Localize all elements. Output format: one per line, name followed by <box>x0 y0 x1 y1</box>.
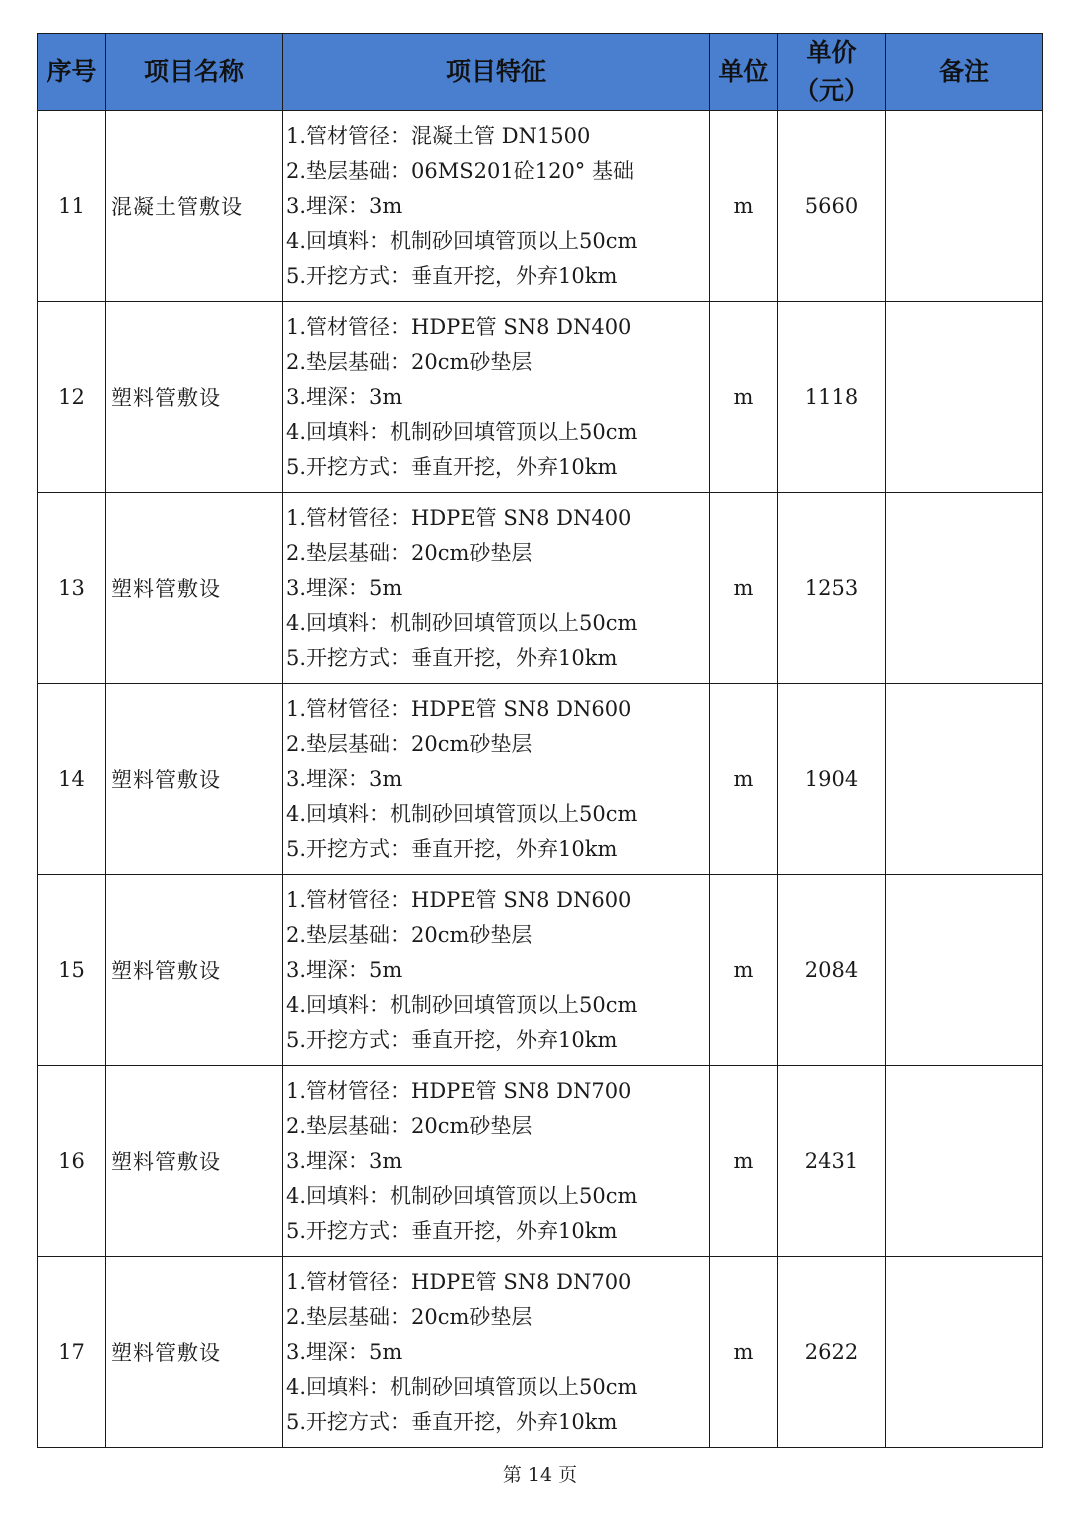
feature-line: 4.回填料：机制砂回填管顶以上50cm <box>286 419 638 444</box>
cell-features <box>283 302 710 493</box>
feature-line: 3.埋深：5m <box>286 957 403 982</box>
feature-line: 5.开挖方式：垂直开挖，外弃10km <box>286 263 618 288</box>
feature-line: 2.垫层基础：20cm砂垫层 <box>286 349 533 374</box>
table-row <box>38 875 1043 1066</box>
cell-features <box>283 1066 710 1257</box>
cell-name: 塑料管敷设 <box>106 1066 283 1257</box>
header-unit: 单位 <box>710 34 778 111</box>
cell-unit: m <box>710 1066 778 1257</box>
feature-line: 4.回填料：机制砂回填管顶以上50cm <box>286 610 638 635</box>
feature-line: 5.开挖方式：垂直开挖，外弃10km <box>286 836 618 861</box>
table-row <box>38 1257 1043 1448</box>
cell-no: 12 <box>38 302 106 493</box>
feature-line: 3.埋深：3m <box>286 766 403 791</box>
cell-price: 5660 <box>778 111 886 302</box>
cell-features <box>283 111 710 302</box>
table-row <box>38 302 1043 493</box>
feature-line: 1.管材管径：HDPE管 SN8 DN600 <box>286 696 632 721</box>
cell-note <box>886 1066 1043 1257</box>
feature-line: 4.回填料：机制砂回填管顶以上50cm <box>286 228 638 253</box>
feature-line: 2.垫层基础：20cm砂垫层 <box>286 1304 533 1329</box>
feature-line: 1.管材管径：HDPE管 SN8 DN700 <box>286 1078 632 1103</box>
feature-line: 5.开挖方式：垂直开挖，外弃10km <box>286 645 618 670</box>
header-note: 备注 <box>886 34 1043 111</box>
feature-line: 4.回填料：机制砂回填管顶以上50cm <box>286 1374 638 1399</box>
cell-note <box>886 875 1043 1066</box>
cell-name: 混凝土管敷设 <box>106 111 283 302</box>
page-number: 第 14 页 <box>502 1464 578 1486</box>
header-price <box>778 34 886 111</box>
cell-no: 16 <box>38 1066 106 1257</box>
cell-price: 2622 <box>778 1257 886 1448</box>
price-table <box>37 33 1043 1448</box>
feature-line: 1.管材管径：HDPE管 SN8 DN700 <box>286 1269 632 1294</box>
header-features: 项目特征 <box>283 34 710 111</box>
cell-no: 14 <box>38 684 106 875</box>
cell-name: 塑料管敷设 <box>106 875 283 1066</box>
feature-line: 2.垫层基础：20cm砂垫层 <box>286 731 533 756</box>
cell-name: 塑料管敷设 <box>106 684 283 875</box>
cell-unit: m <box>710 684 778 875</box>
feature-line: 3.埋深：5m <box>286 1339 403 1364</box>
header-no: 序号 <box>38 34 106 111</box>
feature-line: 4.回填料：机制砂回填管顶以上50cm <box>286 801 638 826</box>
cell-note <box>886 493 1043 684</box>
header-price-line1: 单价 <box>806 38 857 67</box>
table-header <box>38 34 1043 111</box>
cell-price: 2084 <box>778 875 886 1066</box>
cell-name: 塑料管敷设 <box>106 1257 283 1448</box>
table-row <box>38 684 1043 875</box>
cell-price: 2431 <box>778 1066 886 1257</box>
feature-line: 2.垫层基础：20cm砂垫层 <box>286 1113 533 1138</box>
header-row <box>38 34 1043 111</box>
table-row <box>38 111 1043 302</box>
feature-line: 1.管材管径：混凝土管 DN1500 <box>286 123 591 148</box>
cell-note <box>886 302 1043 493</box>
cell-features <box>283 1257 710 1448</box>
cell-unit: m <box>710 493 778 684</box>
feature-line: 2.垫层基础：06MS201砼120° 基础 <box>286 158 634 183</box>
cell-unit: m <box>710 1257 778 1448</box>
cell-note <box>886 111 1043 302</box>
cell-no: 17 <box>38 1257 106 1448</box>
cell-features <box>283 875 710 1066</box>
feature-line: 1.管材管径：HDPE管 SN8 DN400 <box>286 314 632 339</box>
cell-price: 1118 <box>778 302 886 493</box>
cell-note <box>886 684 1043 875</box>
cell-unit: m <box>710 111 778 302</box>
cell-unit: m <box>710 302 778 493</box>
header-name: 项目名称 <box>106 34 283 111</box>
feature-line: 2.垫层基础：20cm砂垫层 <box>286 922 533 947</box>
table-row <box>38 493 1043 684</box>
cell-no: 11 <box>38 111 106 302</box>
feature-line: 5.开挖方式：垂直开挖，外弃10km <box>286 1218 618 1243</box>
cell-name: 塑料管敷设 <box>106 302 283 493</box>
feature-line: 4.回填料：机制砂回填管顶以上50cm <box>286 1183 638 1208</box>
feature-line: 3.埋深：3m <box>286 1148 403 1173</box>
cell-features <box>283 684 710 875</box>
cell-features <box>283 493 710 684</box>
cell-note <box>886 1257 1043 1448</box>
feature-line: 5.开挖方式：垂直开挖，外弃10km <box>286 1409 618 1434</box>
table-body <box>38 111 1043 1448</box>
feature-line: 3.埋深：3m <box>286 193 403 218</box>
feature-line: 1.管材管径：HDPE管 SN8 DN400 <box>286 505 632 530</box>
header-price-line2: （元） <box>793 76 869 105</box>
feature-line: 2.垫层基础：20cm砂垫层 <box>286 540 533 565</box>
cell-unit: m <box>710 875 778 1066</box>
cell-price: 1904 <box>778 684 886 875</box>
table-row <box>38 1066 1043 1257</box>
feature-line: 3.埋深：3m <box>286 384 403 409</box>
cell-price: 1253 <box>778 493 886 684</box>
feature-line: 3.埋深：5m <box>286 575 403 600</box>
cell-no: 15 <box>38 875 106 1066</box>
feature-line: 1.管材管径：HDPE管 SN8 DN600 <box>286 887 632 912</box>
feature-line: 4.回填料：机制砂回填管顶以上50cm <box>286 992 638 1017</box>
cell-name: 塑料管敷设 <box>106 493 283 684</box>
feature-line: 5.开挖方式：垂直开挖，外弃10km <box>286 1027 618 1052</box>
feature-line: 5.开挖方式：垂直开挖，外弃10km <box>286 454 618 479</box>
cell-no: 13 <box>38 493 106 684</box>
